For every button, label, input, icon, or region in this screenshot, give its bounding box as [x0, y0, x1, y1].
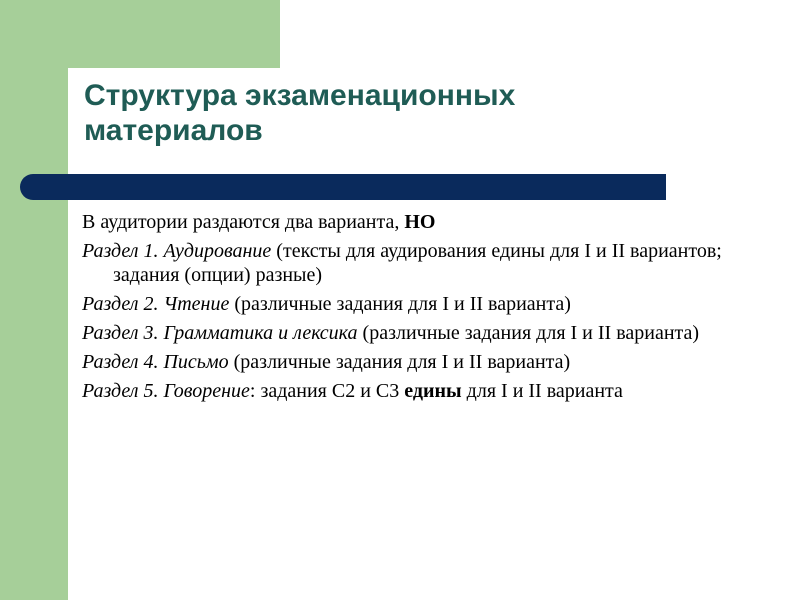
slide-title: [84, 78, 684, 148]
section-5-text-end: для I и II варианта: [461, 380, 623, 402]
section-2-text: (различные задания для I и II варианта): [229, 293, 571, 315]
decorative-top-block: [68, 0, 280, 68]
section-3-text: (различные задания для I и II варианта): [357, 322, 700, 344]
paragraph-section-3: [82, 321, 762, 345]
section-1-text: (тексты для аудирования едины для I и II вариантов; задания (опции) разные): [113, 240, 722, 286]
slide-title-line-2: материалов: [84, 114, 263, 147]
section-4-text: (различные задания для I и II варианта): [228, 351, 571, 373]
slide-title-line-1: Структура экзаменационных: [84, 79, 516, 112]
slide-body: [82, 210, 762, 408]
paragraph-section-5: [82, 379, 762, 403]
intro-emphasis: НО: [404, 211, 436, 233]
paragraph-section-4: [82, 350, 762, 374]
section-3-title: Раздел 3. Грамматика и лексика: [82, 322, 358, 344]
section-5-text: : задания С2 и С3: [249, 380, 405, 402]
title-divider-bar: [20, 174, 666, 200]
section-1-title: Раздел 1. Аудирование: [82, 240, 272, 262]
section-5-title: Раздел 5. Говорение: [82, 380, 250, 402]
intro-text: В аудитории раздаются два варианта,: [82, 211, 405, 233]
section-4-title: Раздел 4. Письмо: [82, 351, 229, 373]
section-5-emphasis: едины: [404, 380, 462, 402]
paragraph-section-2: [82, 292, 762, 316]
paragraph-intro: [82, 210, 762, 234]
section-2-title: Раздел 2. Чтение: [82, 293, 230, 315]
decorative-sidebar: [0, 0, 68, 600]
paragraph-section-1: [82, 239, 762, 287]
